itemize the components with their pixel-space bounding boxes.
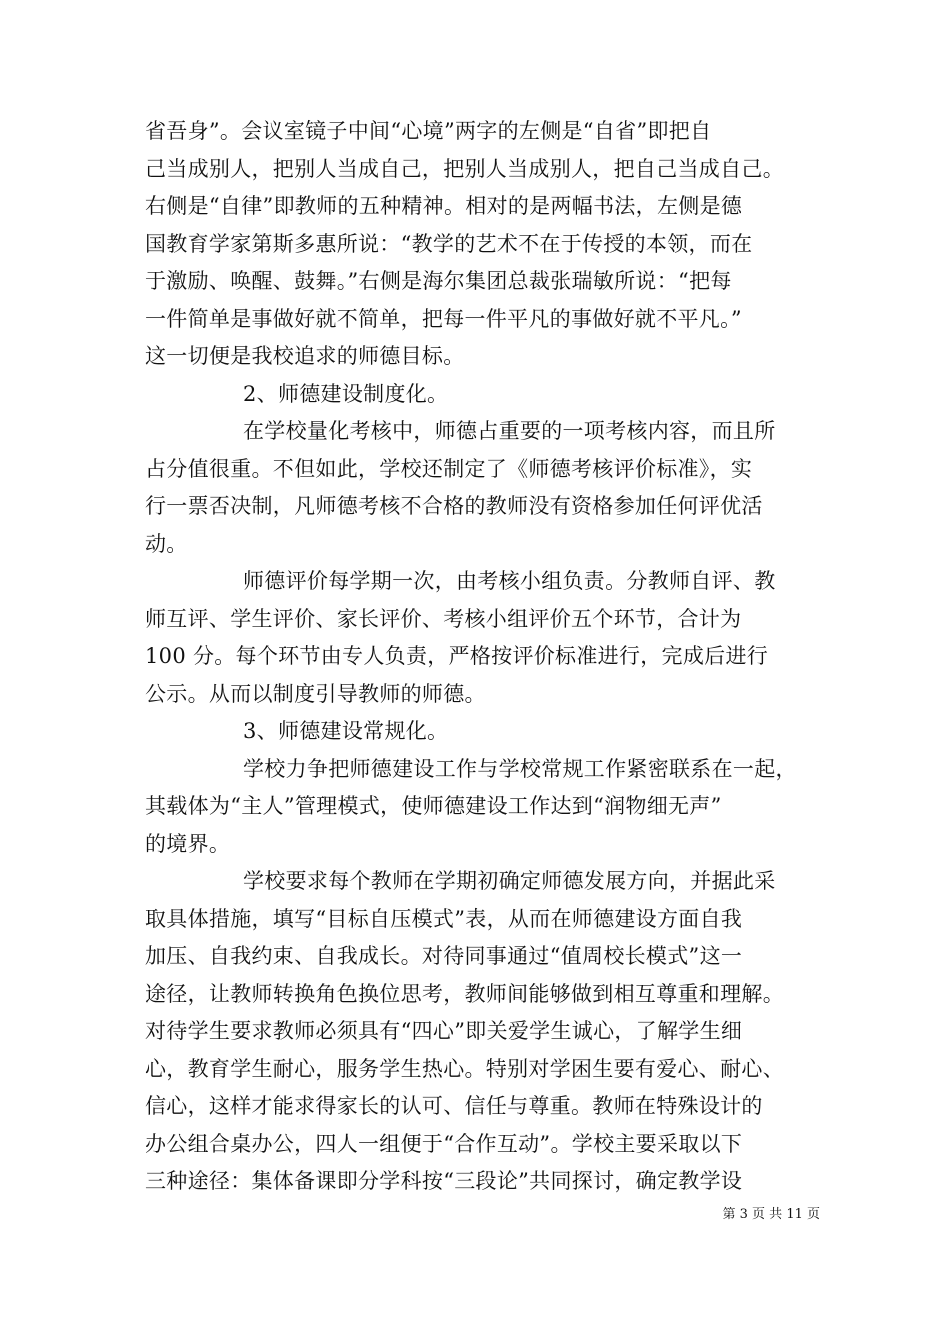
text-line: 三种途径：集体备课即分学科按“三段论”共同探讨，确定教学设 [145, 1169, 743, 1193]
text-line: 3、师德建设常规化。 [243, 719, 449, 743]
text-line: 行一票否决制，凡师德考核不合格的教师没有资格参加任何评优活 [145, 494, 763, 518]
text-line: 心，教育学生耐心，服务学生热心。特别对学困生要有爱心、耐心、 [145, 1056, 784, 1081]
text-line: 于激励、唤醒、鼓舞。”右侧是海尔集团总裁张瑞敏所说：“把每 [145, 269, 732, 293]
page-footer [700, 1203, 820, 1222]
text-line: 的境界。 [145, 831, 231, 856]
text-line: 办公组合桌办公，四人一组便于“合作互动”。学校主要采取以下 [145, 1131, 743, 1156]
text-line: 在学校量化考核中，师德占重要的一项考核内容，而且所 [243, 419, 776, 443]
text-line: 师互评、学生评价、家长评价、考核小组评价五个环节，合计为 [145, 606, 742, 631]
text-line: 师德评价每学期一次，由考核小组负责。分教师自评、教 [243, 569, 776, 593]
text-line: 100 分。每个环节由专人负责，严格按评价标准进行，完成后进行 [145, 644, 769, 668]
text-line: 2、师德建设制度化。 [243, 381, 449, 406]
text-line: 学校力争把师德建设工作与学校常规工作紧密联系在一起， [243, 756, 797, 781]
text-line: 右侧是“自律”即教师的五种精神。相对的是两幅书法，左侧是德 [145, 194, 743, 218]
text-line: 占分值很重。不但如此，学校还制定了《师德考核评价标准》，实 [145, 456, 753, 481]
text-line: 一件简单是事做好就不简单，把每一件平凡的事做好就不平凡。” [145, 306, 742, 331]
text-line: 这一切便是我校追求的师德目标。 [145, 344, 465, 368]
document-body [145, 113, 817, 1201]
text-line: 己当成别人，把别人当成自己，把别人当成别人，把自己当成自己。 [145, 156, 784, 181]
text-line: 公示。从而以制度引导教师的师德。 [145, 681, 486, 706]
text-line: 取具体措施，填写“目标自压模式”表，从而在师德建设方面自我 [145, 906, 743, 931]
page-number: 第 3 页 共 11 页 [722, 1207, 820, 1222]
text-line: 国教育学家第斯多惠所说：“教学的艺术不在于传授的本领，而在 [145, 231, 753, 256]
text-line: 动。 [145, 531, 188, 556]
text-line: 加压、自我约束、自我成长。对待同事通过“值周校长模式”这一 [145, 944, 743, 968]
text-line: 信心，这样才能求得家长的认可、信任与尊重。教师在特殊设计的 [145, 1094, 763, 1118]
text-line: 学校要求每个教师在学期初确定师德发展方向，并据此采 [243, 869, 776, 893]
text-line: 对待学生要求教师必须具有“四心”即关爱学生诚心，了解学生细 [145, 1019, 743, 1043]
text-line: 其载体为“主人”管理模式，使师德建设工作达到“润物细无声” [145, 794, 722, 818]
text-line: 省吾身”。会议室镜子中间“心境”两字的左侧是“自省”即把自 [145, 119, 712, 143]
text-line: 途径，让教师转换角色换位思考，教师间能够做到相互尊重和理解。 [145, 981, 784, 1006]
